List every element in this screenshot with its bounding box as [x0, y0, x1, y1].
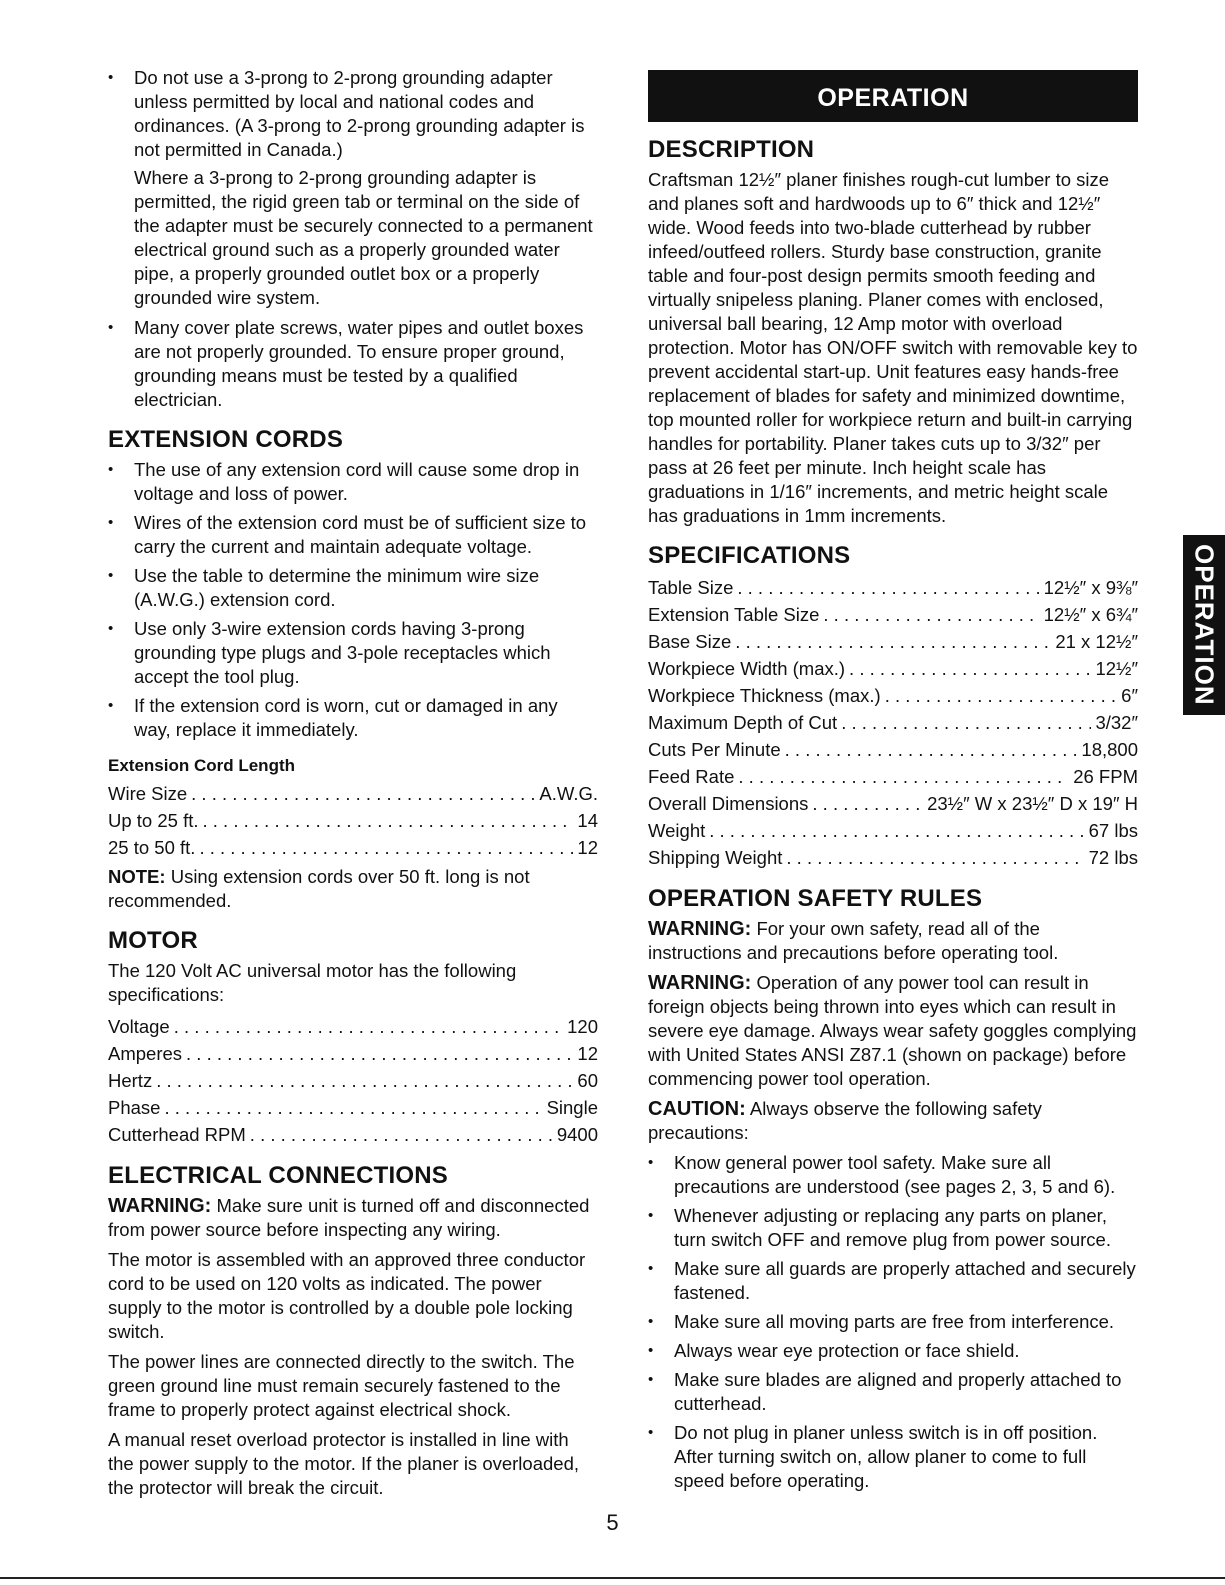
description-text: Craftsman 12½″ planer finishes rough-cut lumber to size and planes soft and hardwoods up to 6″ thick and 12½″ wide. Wood feeds into two-blade cutterhead by rubber infeed/outfeed rollers. Sturdy base construction, granite table and four-post design permits smooth feeding and virtually snipeless planing. Planer comes with enclosed, universal ball bearing, 12 Amp motor with overload protection. Motor has ON/OFF switch with removable key to prevent accidental start-up. Unit features easy hands-free replacement of blades for safety and minimized downtime, top mounted roller for workpiece return and built-in carrying handles for portability. Planer takes cuts up to 3/32″ per pass at 26 feet per minute. Inch height scale has graduations in 1/16″ increments, and metric height scale has graduations in 1mm increments. [648, 169, 1138, 526]
table-row: Table Size . . . 12½″ x 9⅜″ [648, 574, 1138, 601]
safety-warning-2: WARNING: Operation of any power tool can result in foreign objects being thrown into eyes which can result in severe eye damage. Always wear safety goggles complying with United States ANSI Z87.1 (shown on package) before commencing power tool operation. [648, 972, 1137, 1089]
list-item: • Make sure all guards are properly attached and securely fastened. [648, 1257, 1138, 1305]
table-row: Extension Table Size . . . 12½″ x 6¾″ [648, 601, 1138, 628]
grounding-bullets [108, 66, 598, 412]
table-row: Voltage . . . 120 [108, 1013, 598, 1040]
electrical-connections-heading: ELECTRICAL CONNECTIONS [108, 1162, 448, 1189]
operation-safety-rules-heading: OPERATION SAFETY RULES [648, 885, 983, 912]
list-item: • Use the table to determine the minimum wire size (A.W.G.) extension cord. [108, 564, 598, 612]
motor-spec-table [108, 1013, 598, 1148]
list-item: • Always wear eye protection or face shield. [648, 1339, 1138, 1363]
safety-bullets [648, 1151, 1138, 1493]
motor-heading: MOTOR [108, 927, 198, 954]
specifications-heading: SPECIFICATIONS [648, 542, 851, 569]
table-row: Amperes . . . 12 [108, 1040, 598, 1067]
table-row: Cuts Per Minute . . . 18,800 [648, 736, 1138, 763]
side-section-tab: OPERATION [1183, 535, 1225, 715]
list-item: • Whenever adjusting or replacing any parts on planer, turn switch OFF and remove plug from power source. [648, 1204, 1138, 1252]
table-row: Up to 25 ft. . . . 14 [108, 807, 598, 834]
extension-cord-table-title: Extension Cord Length [108, 756, 295, 775]
extension-cord-note: NOTE: Using extension cords over 50 ft. long is not recommended. [108, 866, 530, 911]
description-heading: DESCRIPTION [648, 136, 815, 163]
safety-warning-1: WARNING: For your own safety, read all of the instructions and precautions before operating tool. [648, 918, 1059, 963]
safety-caution: CAUTION: Always observe the following safety precautions: [648, 1098, 1042, 1143]
list-item: • Make sure blades are aligned and properly attached to cutterhead. [648, 1368, 1138, 1416]
specifications-table [648, 574, 1138, 871]
table-row: Cutterhead RPM . . . 9400 [108, 1121, 598, 1148]
table-row: Base Size . . . 21 x 12½″ [648, 628, 1138, 655]
list-item-subparagraph: Where a 3-prong to 2-prong grounding adapter is permitted, the rigid green tab or terminal on the side of the adapter must be securely connected to a permanent electrical ground such as a properly grounded water pipe, a properly grounded outlet box or a properly grounded wire system. [134, 167, 593, 308]
list-item: • Do not plug in planer unless switch is in off position. After turning switch on, allow planer to come to full speed before operating. [648, 1421, 1138, 1493]
table-row: Workpiece Width (max.) . . . 12½″ [648, 655, 1138, 682]
motor-intro: The 120 Volt AC universal motor has the following specifications: [108, 960, 517, 1005]
list-item: • If the extension cord is worn, cut or damaged in any way, replace it immediately. [108, 694, 598, 742]
left-column [108, 66, 598, 1506]
table-row: Overall Dimensions . . . 23½″ W x 23½″ D x 19″ H [648, 790, 1138, 817]
table-row: Shipping Weight . . . 72 lbs [648, 844, 1138, 871]
electrical-paragraph: The motor is assembled with an approved three conductor cord to be used on 120 volts as indicated. The power supply to the motor is controlled by a double pole locking switch. [108, 1249, 586, 1342]
extension-cords-bullets [108, 458, 598, 742]
table-row: Maximum Depth of Cut . . . 3/32″ [648, 709, 1138, 736]
table-row: Wire Size . . . A.W.G. [108, 780, 598, 807]
list-item: • Wires of the extension cord must be of sufficient size to carry the current and maintain adequate voltage. [108, 511, 598, 559]
table-row: Hertz . . . 60 [108, 1067, 598, 1094]
table-row: Workpiece Thickness (max.) . . . 6″ [648, 682, 1138, 709]
list-item: • Use only 3-wire extension cords having 3-prong grounding type plugs and 3-pole receptacles which accept the tool plug. [108, 617, 598, 689]
list-item: • Know general power tool safety. Make sure all precautions are understood (see pages 2, 3, 5 and 6). [648, 1151, 1138, 1199]
list-item: • Make sure all moving parts are free from interference. [648, 1310, 1138, 1334]
electrical-paragraph: A manual reset overload protector is installed in line with the power supply to the motor. If the planer is overloaded, the protector will break the circuit. [108, 1429, 580, 1498]
table-row: Weight . . . 67 lbs [648, 817, 1138, 844]
list-item: • Do not use a 3-prong to 2-prong grounding adapter unless permitted by local and national codes and ordinances. (A 3-prong to 2-prong grounding adapter is not permitted in Canada.) Where a 3-prong to 2-prong grounding adapter is permitted, the rigid green tab or terminal on the side of the adapter must be securely connected to a permanent electrical ground such as a properly grounded water pipe, a properly grounded outlet box or a properly grounded wire system. [108, 66, 598, 310]
page-number: 5 [606, 1510, 619, 1535]
list-item: • Many cover plate screws, water pipes and outlet boxes are not properly grounded. To ensure proper ground, grounding means must be tested by a qualified electrician. [108, 316, 598, 412]
table-row: 25 to 50 ft. . . . 12 [108, 834, 598, 861]
extension-cords-heading: EXTENSION CORDS [108, 426, 344, 453]
section-banner: OPERATION [648, 70, 1138, 122]
right-column [648, 66, 1138, 1498]
electrical-warning: WARNING: Make sure unit is turned off and disconnected from power source before inspecting any wiring. [108, 1195, 590, 1240]
list-item: • The use of any extension cord will cause some drop in voltage and loss of power. [108, 458, 598, 506]
table-row: Phase . . . Single [108, 1094, 598, 1121]
table-row: Feed Rate . . . 26 FPM [648, 763, 1138, 790]
extension-cord-table [108, 780, 598, 861]
electrical-paragraph: The power lines are connected directly to the switch. The green ground line must remain securely fastened to the frame to properly protect against electrical shock. [108, 1351, 575, 1420]
bottom-rule [0, 1577, 1225, 1579]
